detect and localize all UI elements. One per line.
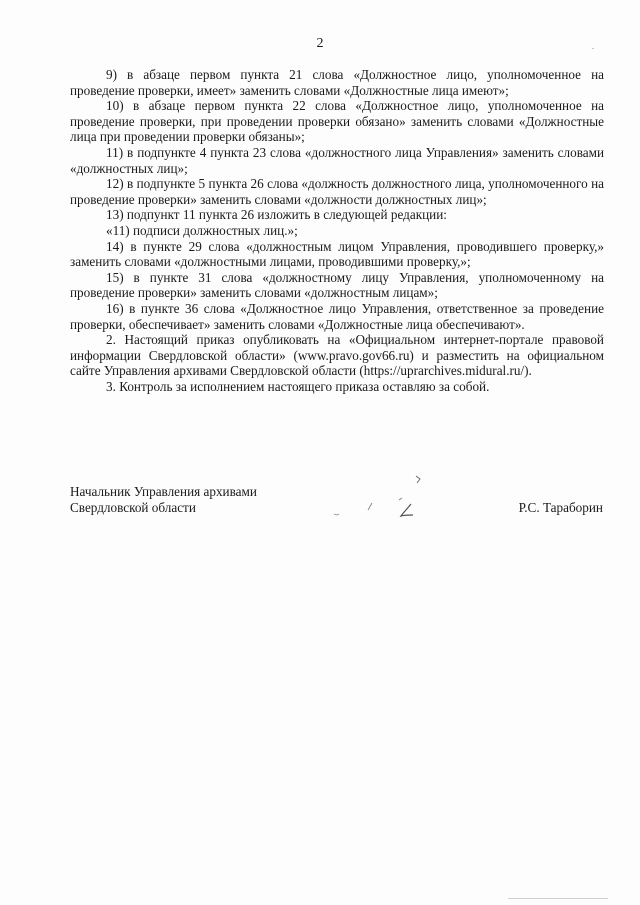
- signatory-name: Р.С. Тараборин: [518, 500, 603, 515]
- paragraph-item-13-quote: «11) подписи должностных лиц.»;: [106, 222, 298, 238]
- paragraph-item-13: 13) подпункт 11 пункта 26 изложить в следующей редакции:: [106, 207, 447, 223]
- page-number: 2: [316, 36, 324, 51]
- paragraph-item-16: 16) в пункте 36 слова «Должностное лицо Управления, ответственное за проведение проверки, обеспечивает» заменить словами «Должностные лица обеспечивают».: [70, 300, 604, 332]
- scan-edge-line: [508, 898, 608, 899]
- signatory-position-line: Начальник Управления архивами: [70, 484, 257, 499]
- signatory-position: [70, 484, 257, 516]
- paragraph-item-11: 11) в подпункте 4 пункта 23 слова «должностного лица Управления» заменить словами «должностных лиц»;: [70, 144, 604, 176]
- paragraph-item-14: 14) в пункте 29 слова «должностным лицом Управления, проводившего проверку,» заменить словами «должностными лицами, проводившими проверку,»;: [70, 238, 604, 270]
- signature-block: [70, 484, 604, 524]
- paragraph-section-3: 3. Контроль за исполнением настоящего приказа оставляю за собой.: [106, 378, 490, 394]
- paragraph-item-15: 15) в пункте 31 слова «должностному лицу Управления, уполномоченному на проведение проверки» заменить словами «должностным лицам»;: [70, 269, 604, 301]
- document-body: [70, 67, 604, 394]
- paragraph-item-10: 10) в абзаце первом пункта 22 слова «Должностное лицо, уполномоченное на проведение проверки, при проведении проверки обязано» заменить словами «Должностные лица при проведении проверки обязаны»;: [70, 98, 604, 145]
- signatory-position-line: Свердловской области: [70, 500, 196, 515]
- paragraph-section-2: 2. Настоящий приказ опубликовать на «Официальном интернет-портале правовой информации Свердловской области» (www.pravo.gov66.ru) и разместить на официальном сайте Управления архивами Свердловской области (https://uprarchives.midural.ru/).: [70, 332, 604, 379]
- paragraph-item-9: 9) в абзаце первом пункта 21 слова «Должностное лицо, уполномоченное на проведение проверки, имеет» заменить словами «Должностные лица имеют»;: [70, 67, 604, 98]
- paragraph-item-12: 12) в подпункте 5 пункта 26 слова «должность должностного лица, уполномоченного на проведение проверки» заменить словами «должности должностных лиц»;: [70, 176, 604, 207]
